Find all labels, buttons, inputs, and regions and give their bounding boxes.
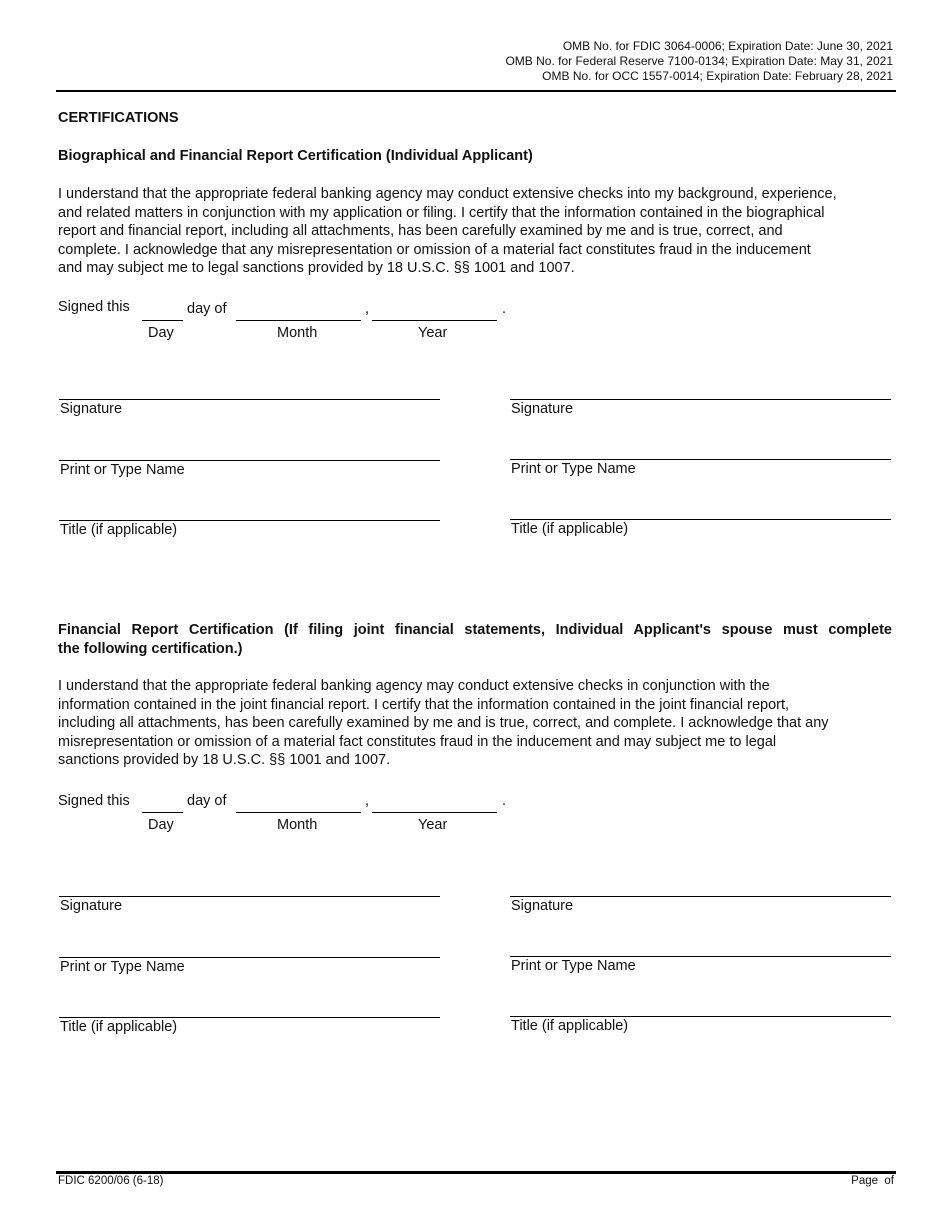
- signature-label-left-2: Signature: [60, 898, 123, 914]
- year-label-2: Year: [418, 817, 448, 833]
- signed-this-label-2: Signed this: [58, 793, 130, 809]
- print-name-label-left: Print or Type Name: [60, 462, 185, 478]
- signature-label-right-2: Signature: [511, 898, 574, 914]
- signed-this-label: Signed this: [58, 299, 130, 315]
- omb-line-occ: OMB No. for OCC 1557-0014; Expiration Date: February 28, 2021: [542, 69, 893, 83]
- print-name-line-left[interactable]: [59, 460, 440, 461]
- section2-line: including all attachments, has been carefully examined by me and is true, correct, and complete. I acknowledge that any: [58, 715, 829, 731]
- year-input-line[interactable]: [372, 320, 497, 321]
- month-label: Month: [277, 325, 318, 341]
- period: .: [502, 301, 507, 317]
- day-input-line-2[interactable]: [142, 812, 183, 813]
- year-label: Year: [418, 325, 448, 341]
- title-label-right-2: Title (if applicable): [511, 1018, 629, 1034]
- title-line-left-2[interactable]: [59, 1017, 440, 1018]
- section2-line: misrepresentation or omission of a material fact constitutes fraud in the inducement and may subject me to legal: [58, 733, 777, 750]
- title-label-right: Title (if applicable): [511, 521, 629, 537]
- title-line-right[interactable]: [510, 519, 891, 520]
- signature-line-left[interactable]: [59, 399, 440, 400]
- signature-label-right: Signature: [511, 401, 574, 417]
- signature-label-left: Signature: [60, 401, 123, 417]
- comma: ,: [365, 301, 370, 317]
- section2-line: sanctions provided by 18 U.S.C. §§ 1001 and 1007.: [58, 752, 391, 768]
- page-number: Page of: [851, 1175, 894, 1187]
- header-rule: [56, 90, 896, 92]
- print-name-line-right[interactable]: [510, 459, 891, 460]
- section1-line: and may subject me to legal sanctions provided by 18 U.S.C. §§ 1001 and 1007.: [58, 260, 575, 276]
- omb-line-fdic: OMB No. for FDIC 3064-0006; Expiration Date: June 30, 2021: [562, 39, 893, 53]
- signature-line-right-2[interactable]: [510, 896, 891, 897]
- section2-paragraph: [58, 677, 898, 770]
- section2-line: information contained in the joint financial report. I certify that the information contained in the joint financial report,: [58, 696, 790, 713]
- title-label-left: Title (if applicable): [60, 522, 178, 538]
- period-2: .: [502, 793, 507, 809]
- certifications-title: CERTIFICATIONS: [58, 110, 179, 126]
- year-input-line-2[interactable]: [372, 812, 497, 813]
- day-of-label: day of: [187, 301, 227, 317]
- month-label-2: Month: [277, 817, 318, 833]
- section2-heading-line: the following certification.): [58, 641, 243, 657]
- month-input-line-2[interactable]: [236, 812, 361, 813]
- day-label-2: Day: [148, 817, 174, 833]
- section1-heading: Biographical and Financial Report Certification (Individual Applicant): [58, 148, 533, 164]
- day-input-line[interactable]: [142, 320, 183, 321]
- print-name-label-left-2: Print or Type Name: [60, 959, 185, 975]
- print-name-label-right-2: Print or Type Name: [511, 958, 636, 974]
- section2-heading-line: Financial Report Certification (If filing joint financial statements, Individual Applicant's spouse must complete: [58, 622, 892, 638]
- title-line-right-2[interactable]: [510, 1016, 891, 1017]
- day-of-label-2: day of: [187, 793, 227, 809]
- signature-line-left-2[interactable]: [59, 896, 440, 897]
- day-label: Day: [148, 325, 174, 341]
- comma-2: ,: [365, 793, 370, 809]
- omb-line-federal-reserve: OMB No. for Federal Reserve 7100-0134; Expiration Date: May 31, 2021: [505, 54, 893, 68]
- title-label-left-2: Title (if applicable): [60, 1019, 178, 1035]
- title-line-left[interactable]: [59, 520, 440, 521]
- section1-paragraph: [58, 185, 898, 278]
- section2-heading: [58, 621, 892, 659]
- footer-rule: [56, 1171, 896, 1174]
- month-input-line[interactable]: [236, 320, 361, 321]
- form-number: FDIC 6200/06 (6-18): [58, 1175, 164, 1187]
- print-name-label-right: Print or Type Name: [511, 461, 636, 477]
- signature-line-right[interactable]: [510, 399, 891, 400]
- section1-line: and related matters in conjunction with my application or filing. I certify that the information contained in the biographical: [58, 204, 825, 221]
- section1-line: report and financial report, including all attachments, has been carefully examined by me and is true, correct, and: [58, 223, 783, 239]
- section1-line: I understand that the appropriate federal banking agency may conduct extensive checks into my background, experience,: [58, 186, 837, 202]
- section1-line: complete. I acknowledge that any misrepresentation or omission of a material fact constitutes fraud in the inducement: [58, 241, 811, 258]
- print-name-line-right-2[interactable]: [510, 956, 891, 957]
- print-name-line-left-2[interactable]: [59, 957, 440, 958]
- section2-line: I understand that the appropriate federal banking agency may conduct extensive checks in conjunction with the: [58, 678, 770, 694]
